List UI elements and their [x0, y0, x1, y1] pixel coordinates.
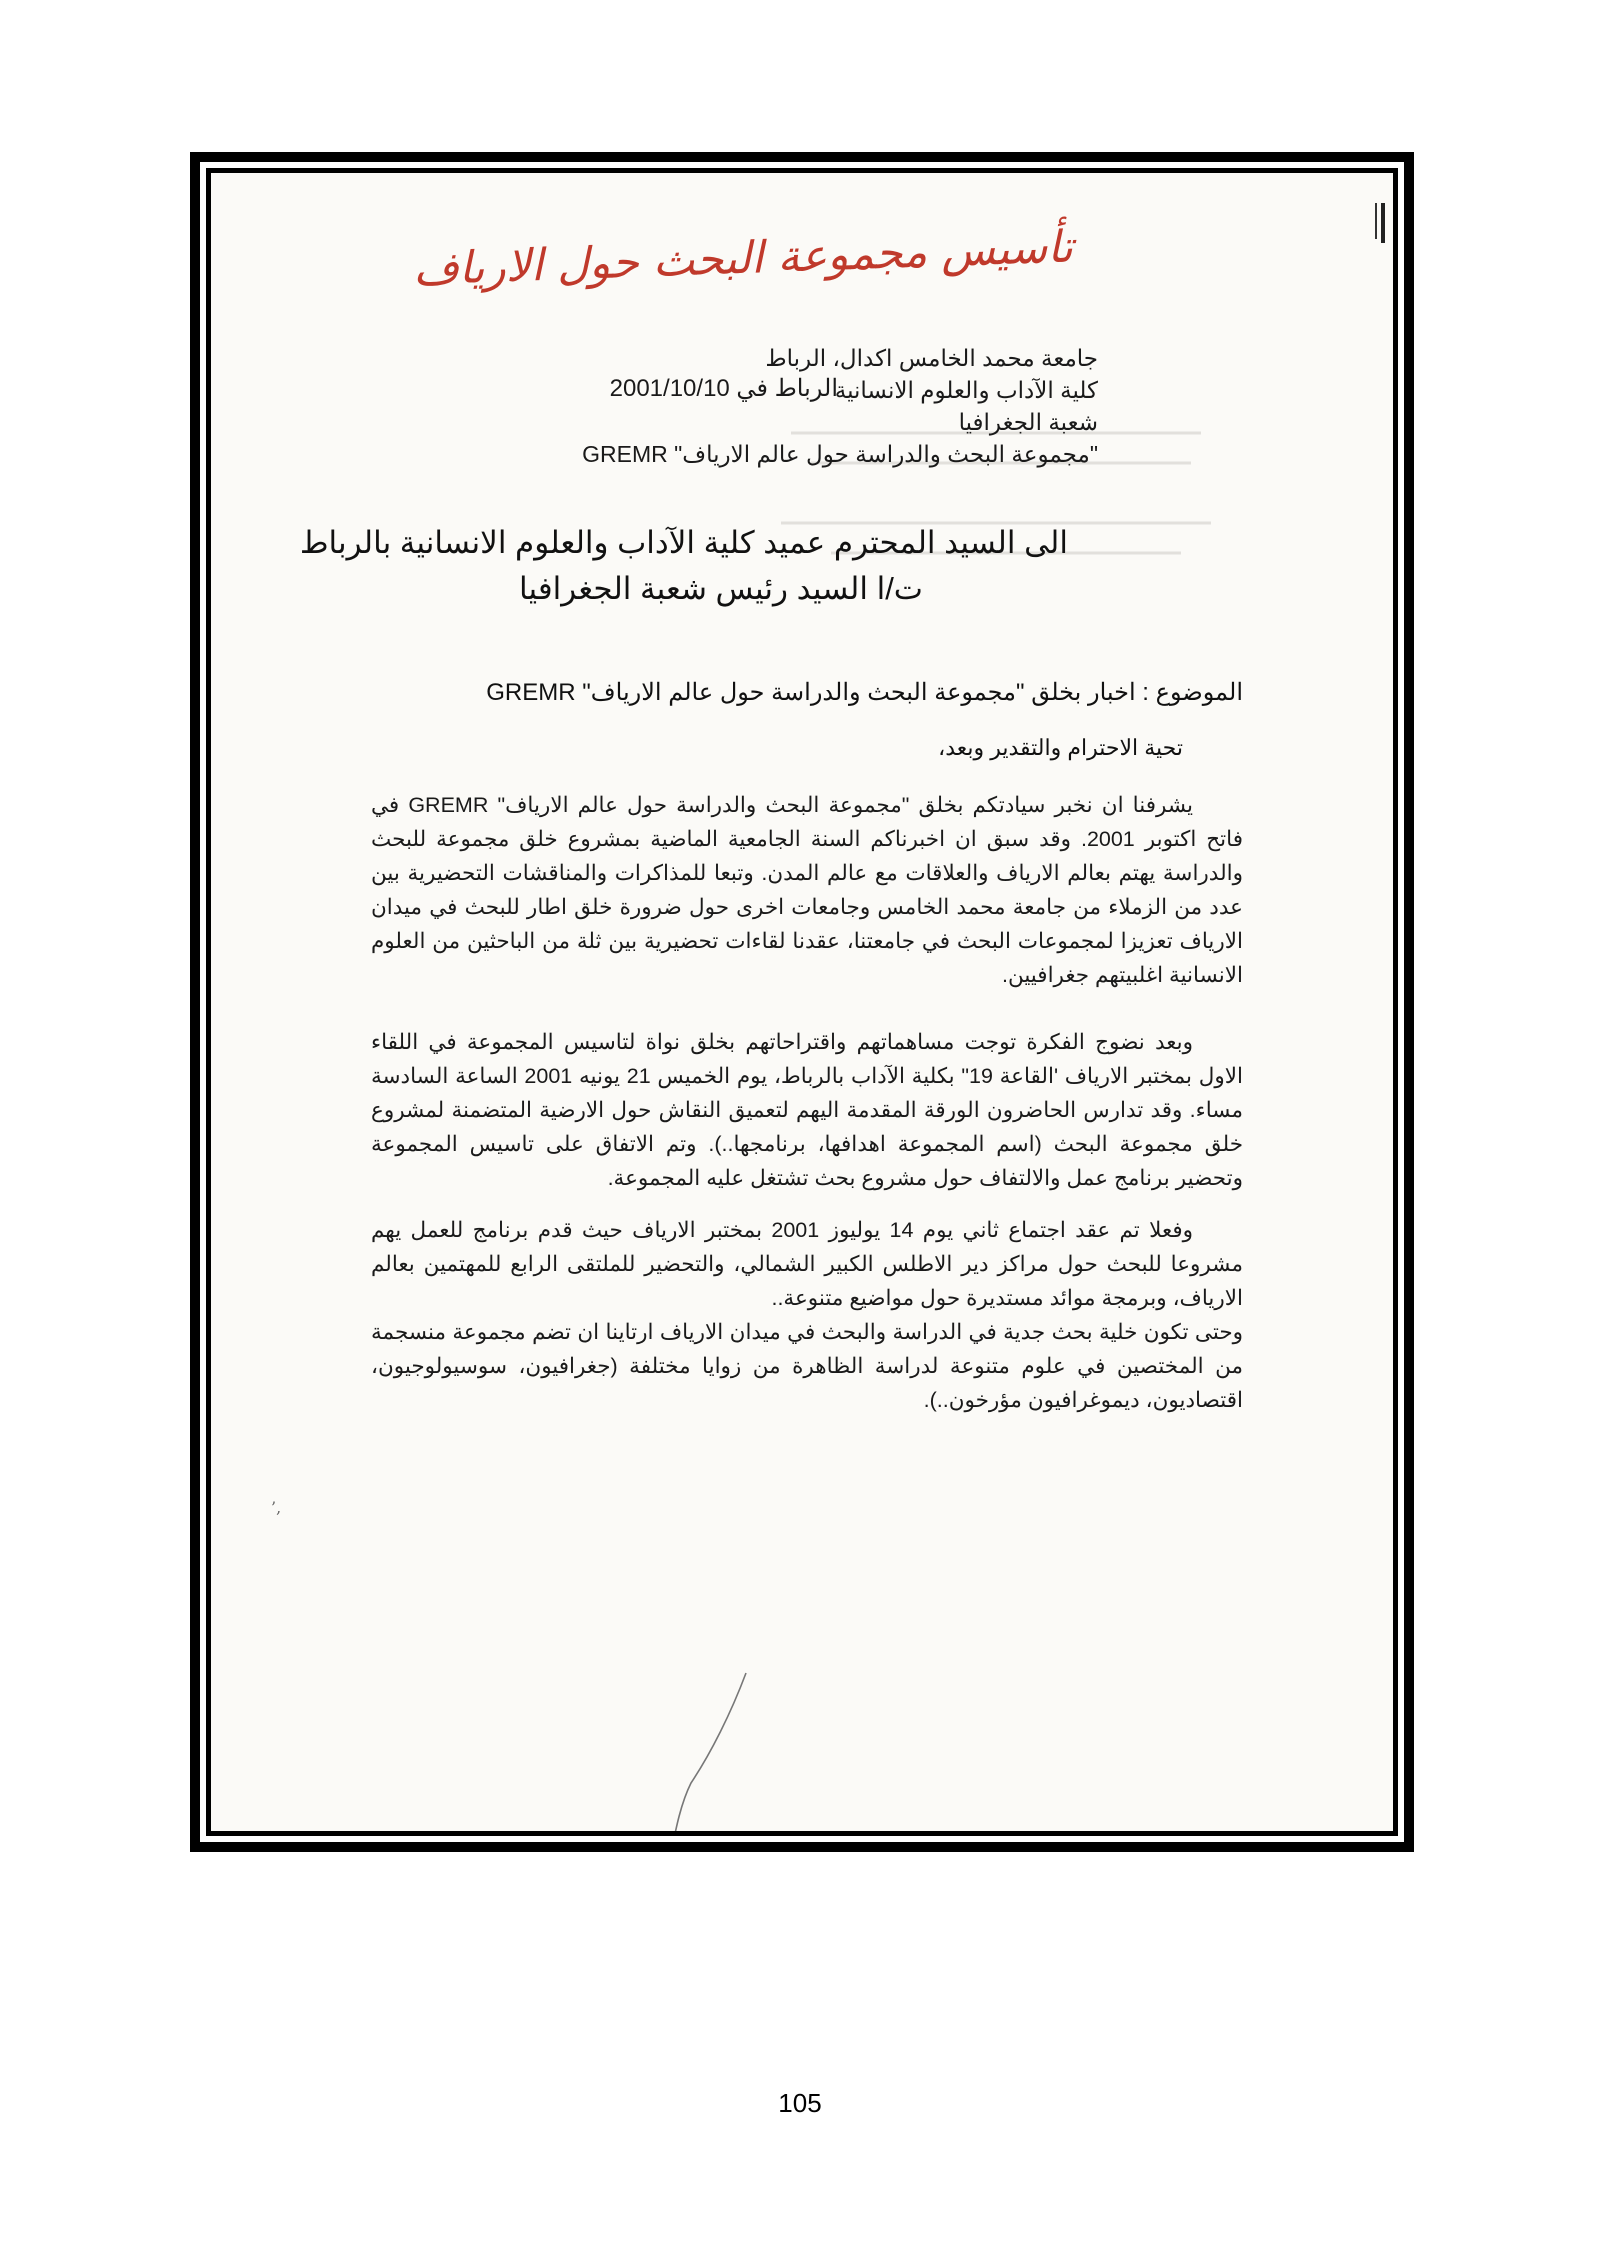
scan-edge-mark [1375, 203, 1377, 239]
letterhead-faculty: كلية الآداب والعلوم الانسانية [834, 377, 1098, 403]
page-number: 105 [778, 2088, 822, 2118]
addressee-line-1: الى السيد المحترم عميد كلية الآداب والعلوم الانسانية بالرباط [299, 525, 1068, 560]
place-date: الرباط في 2001/10/10 [609, 375, 838, 402]
handwritten-note: تأسيس مجموعة البحث حول الارياف [412, 221, 1074, 296]
scan-edge-mark [1381, 203, 1385, 243]
frame-inner-border [206, 168, 1398, 1836]
margin-mark: ’, [271, 1498, 282, 1517]
pencil-stroke-mark [651, 1663, 771, 1831]
subject-line: الموضوع : اخبار بخلق "مجموعة البحث والدراسة حول عالم الارياف" GREMR [486, 679, 1243, 706]
letterhead-university: جامعة محمد الخامس اكدال، الرباط [765, 345, 1098, 371]
body-paragraph-2: وبعد نضوج الفكرة توجت مساهماتهم واقتراحاتهم بخلق نواة لتاسيس المجموعة في اللقاء الاول بمختبر الارياف 'القاعة 19" بكلية الآداب بالرباط، يوم الخميس 21 يونيه 2001 الساعة السادسة مساء. وقد تدارس الحاضرون الورقة المقدمة اليهم لتعميق النقاش حول الارضية المتضمنة لمشروع خلق مجموعة البحث (اسم المجموعة اهدافها، برنامجها..). وتم الاتفاق على تاسيس المجموعة وتحضير برنامج عمل والالتفاف حول مشروع بحث تشتغل عليه المجموعة. [371, 1030, 1243, 1190]
body-paragraph-4: وحتى تكون خلية بحث جدية في الدراسة والبحث في ميدان الارياف ارتاينا ان تضم مجموعة منسجمة من المختصين في علوم متنوعة لدراسة الظاهرة من زوايا مختلفة (جغرافيون، سوسيولوجيون، اقتصاديون، ديموغرافيون مؤرخون..). [371, 1320, 1243, 1412]
addressee-line-2: ت/ا السيد رئيس شعبة الجغرافيا [519, 571, 923, 606]
body-paragraph-3: وفعلا تم عقد اجتماع ثاني يوم 14 يوليوز 2001 بمختبر الارياف حيث قدم برنامج للعمل يهم مشروعا للبحث حول مراكز دير الاطلس الكبير الشمالي، والتحضير للملتقى الرابع للمهتمين بعالم الارياف، وبرمجة موائد مستديرة حول مواضيع متنوعة.. [371, 1218, 1243, 1310]
scanned-document-frame [190, 152, 1414, 1852]
greeting: تحية الاحترام والتقدير وبعد، [938, 735, 1183, 760]
scanned-letter [211, 173, 1393, 1831]
letterhead-group: "مجموعة البحث والدراسة حول عالم الارياف" GREMR [582, 441, 1098, 467]
body-paragraph-1: يشرفنا ان نخبر سيادتكم بخلق "مجموعة البحث والدراسة حول عالم الارياف" GREMR في فاتح اكتوبر 2001. وقد سبق ان اخبرناكم السنة الجامعية الماضية بمشروع خلق مجموعة للبحث والدراسة يهتم بعالم الارياف والعلاقات مع عالم المدن. وتبعا للمذاكرات والمناقشات التحضيرية بين عدد من الزملاء من جامعة محمد الخامس وجامعات اخرى حول ضرورة خلق اطار للبحث في ميدان الارياف تعزيزا لمجموعات البحث في جامعتنا، عقدنا لقاءات تحضيرية بين ثلة من الباحثين من العلوم الانسانية اغلبيتهم جغرافيين. [371, 793, 1243, 987]
letterhead-department: شعبة الجغرافيا [958, 409, 1098, 435]
frame-gap [200, 162, 1404, 1842]
